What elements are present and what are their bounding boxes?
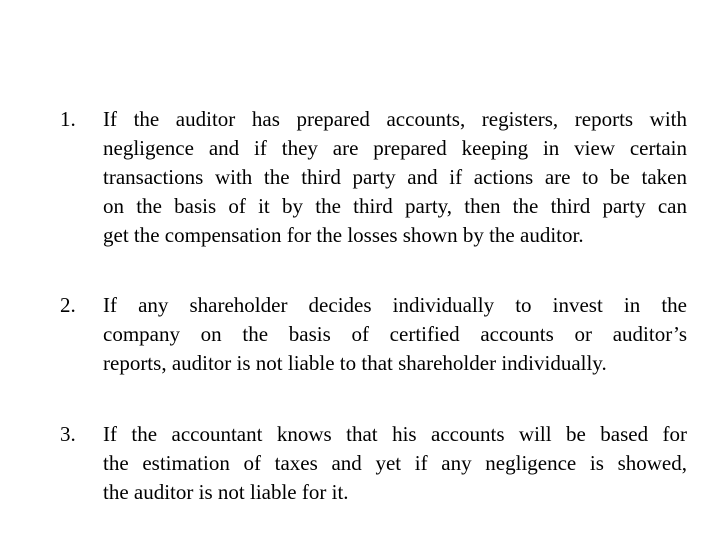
text-line: company on the basis of certified accounts or auditor’s [103, 322, 687, 346]
text-line: If any shareholder decides individually to invest in the [103, 293, 687, 317]
text-line: get the compensation for the losses shown by the auditor. [103, 223, 584, 247]
list-item-text [103, 291, 687, 378]
text-line: transactions with the third party and if actions are to be taken [103, 165, 687, 189]
text-line: on the basis of it by the third party, then the third party can [103, 194, 687, 218]
list-item-text [103, 105, 687, 250]
list-item-number: 1. [60, 107, 76, 131]
text-line: reports, auditor is not liable to that shareholder individually. [103, 351, 607, 375]
list-item-text [103, 420, 687, 507]
text-line: the estimation of taxes and yet if any negligence is showed, [103, 451, 687, 475]
text-line: If the accountant knows that his accounts will be based for [103, 422, 687, 446]
text-line: the auditor is not liable for it. [103, 480, 349, 504]
list-item-number: 2. [60, 293, 76, 317]
text-line: negligence and if they are prepared keeping in view certain [103, 136, 687, 160]
text-line: If the auditor has prepared accounts, registers, reports with [103, 107, 687, 131]
list-item-number: 3. [60, 422, 76, 446]
